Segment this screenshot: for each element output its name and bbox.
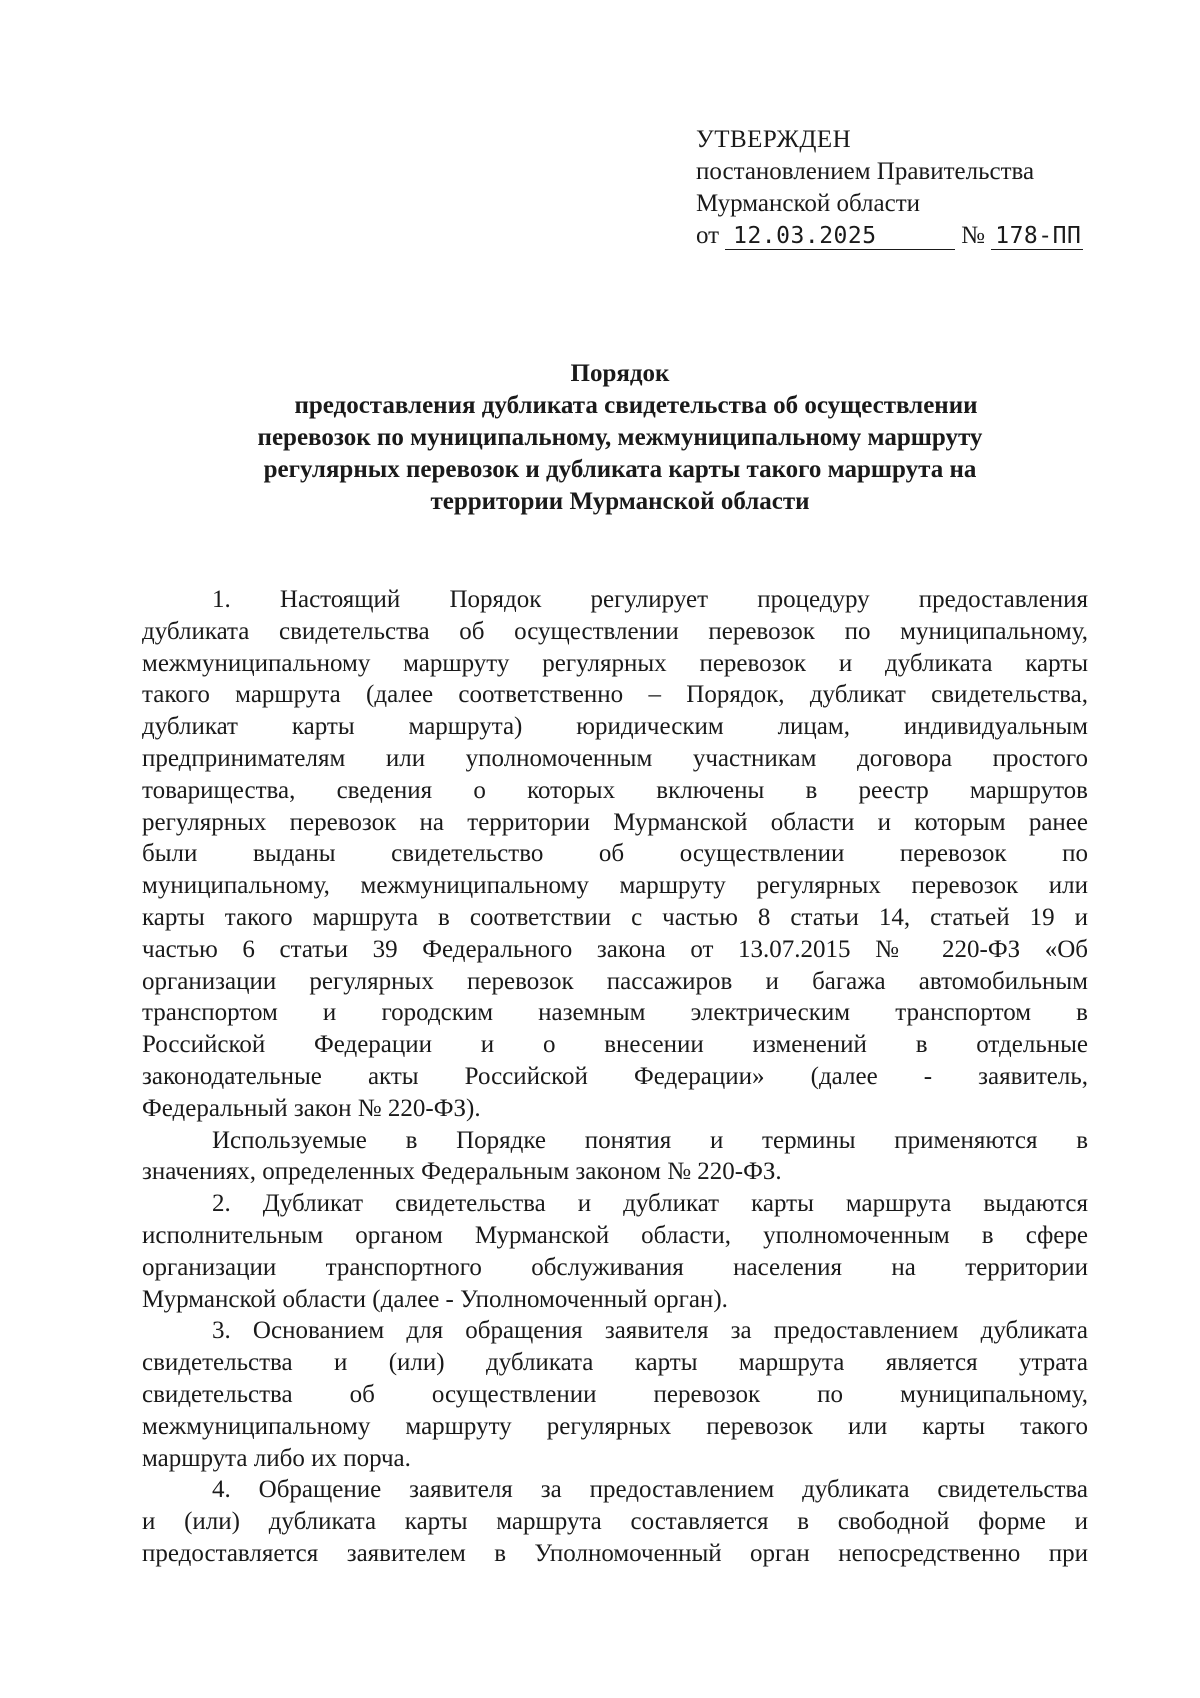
document-title bbox=[190, 358, 1050, 518]
paragraph-line: 2. Дубликат свидетельства и дубликат карты маршрута выдаются bbox=[212, 1190, 1088, 1218]
paragraph-line: Федеральный закон № 220-ФЗ). bbox=[142, 1094, 481, 1122]
paragraph-line: карты такого маршрута в соответствии с частью 8 статьи 14, статьей 19 и bbox=[142, 903, 1088, 931]
paragraph-line: Российской Федерации и о внесении изменений в отдельные bbox=[142, 1031, 1088, 1059]
paragraph-line: свидетельства об осуществлении перевозок по муниципальному, bbox=[142, 1380, 1088, 1408]
paragraph-line: и (или) дубликата карты маршрута составляется в свободной форме и bbox=[142, 1508, 1088, 1536]
paragraph-line: законодательные акты Российской Федерации» (далее - заявитель, bbox=[142, 1062, 1088, 1090]
paragraph-line: межмуниципальному маршруту регулярных перевозок или карты такого bbox=[142, 1412, 1088, 1440]
paragraph-line: организации транспортного обслуживания населения на территории bbox=[142, 1253, 1088, 1281]
approval-date: 12.03.2025 bbox=[725, 223, 955, 250]
title-line-4: регулярных перевозок и дубликата карты такого маршрута на bbox=[263, 456, 977, 483]
paragraph-line: предоставляется заявителем в Уполномоченный орган непосредственно при bbox=[142, 1539, 1088, 1567]
paragraph bbox=[142, 1315, 1088, 1474]
paragraph-line: муниципальному, межмуниципальному маршруту регулярных перевозок или bbox=[142, 872, 1088, 900]
paragraph-line: свидетельства и (или) дубликата карты маршрута является утрата bbox=[142, 1349, 1088, 1377]
paragraph-line: Мурманской области (далее - Уполномоченный орган). bbox=[142, 1285, 728, 1313]
title-line-2: предоставления дубликата свидетельства об осуществлении bbox=[294, 392, 978, 419]
paragraph-line: 1. Настоящий Порядок регулирует процедуру предоставления bbox=[212, 586, 1088, 613]
paragraph bbox=[142, 584, 1088, 1125]
paragraph-line: такого маршрута (далее соответственно – Порядок, дубликат свидетельства, bbox=[142, 681, 1088, 709]
paragraph-line: дубликата свидетельства об осуществлении перевозок по муниципальному, bbox=[142, 617, 1088, 645]
document-body bbox=[142, 584, 1088, 1570]
paragraph-line: регулярных перевозок на территории Мурманской области и которым ранее bbox=[142, 808, 1088, 836]
number-sign: № bbox=[961, 222, 985, 249]
paragraph-line: частью 6 статьи 39 Федерального закона от 13.07.2015 № 220-ФЗ «Об bbox=[142, 935, 1088, 963]
paragraph bbox=[142, 1474, 1088, 1569]
paragraph-line: 3. Основанием для обращения заявителя за предоставлением дубликата bbox=[212, 1317, 1088, 1345]
title-line-5: территории Мурманской области bbox=[430, 488, 810, 515]
paragraph bbox=[142, 1188, 1088, 1315]
date-prefix: от bbox=[696, 222, 720, 249]
paragraph-line: предпринимателям или уполномоченным участникам договора простого bbox=[142, 744, 1088, 772]
paragraph-line: межмуниципальному маршруту регулярных перевозок и дубликата карты bbox=[142, 649, 1088, 677]
paragraph-line: товарищества, сведения о которых включены в реестр маршрутов bbox=[142, 776, 1088, 804]
paragraph-line: транспортом и городским наземным электрическим транспортом в bbox=[142, 999, 1088, 1027]
paragraph-line: дубликат карты маршрута) юридическим лицам, индивидуальным bbox=[142, 713, 1088, 741]
paragraph-line: 4. Обращение заявителя за предоставлением дубликата свидетельства bbox=[212, 1476, 1088, 1504]
title-line-1: Порядок bbox=[570, 360, 670, 387]
title-line-3: перевозок по муниципальному, межмуниципальному маршруту bbox=[257, 424, 983, 451]
approval-status: УТВЕРЖДЕН bbox=[696, 126, 852, 153]
paragraph-line: Используемые в Порядке понятия и термины применяются в bbox=[212, 1126, 1088, 1154]
approval-number: 178-ПП bbox=[991, 223, 1083, 250]
paragraph-line: значениях, определенных Федеральным законом № 220-ФЗ. bbox=[142, 1158, 782, 1186]
paragraph-line: исполнительным органом Мурманской области, уполномоченным в сфере bbox=[142, 1221, 1088, 1249]
approval-date-row bbox=[696, 220, 1083, 252]
approval-issuer-line: постановлением Правительства bbox=[696, 158, 1035, 185]
paragraph-line: организации регулярных перевозок пассажиров и багажа автомобильным bbox=[142, 967, 1088, 995]
paragraph bbox=[142, 1125, 1088, 1189]
paragraph-line: маршрута либо их порча. bbox=[142, 1444, 411, 1472]
approval-region-line: Мурманской области bbox=[696, 190, 921, 217]
approval-stamp bbox=[696, 124, 1083, 252]
paragraph-line: были выданы свидетельство об осуществлении перевозок по bbox=[142, 840, 1088, 868]
